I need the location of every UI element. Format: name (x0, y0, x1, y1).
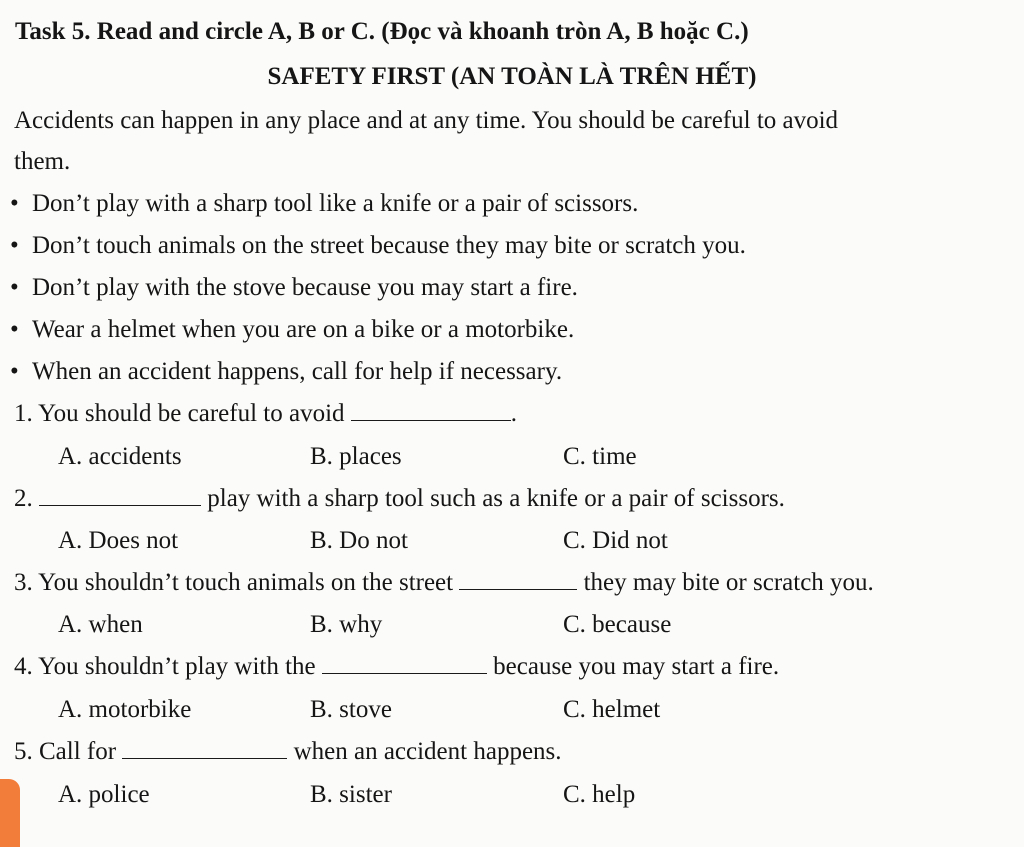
option-c[interactable]: C. helmet (563, 696, 661, 723)
option-b[interactable]: B. Do not (310, 527, 408, 554)
question-2-options (58, 527, 998, 557)
question-1 (14, 400, 517, 428)
passage-paragraph-line-2: them. (14, 148, 71, 175)
question-3-options (58, 611, 998, 641)
option-c[interactable]: C. Did not (563, 527, 668, 554)
option-a[interactable]: A. when (58, 611, 143, 638)
question-4 (14, 653, 779, 681)
passage-bullet-1 (10, 190, 638, 218)
answer-blank[interactable] (322, 653, 487, 674)
bullet-text: Don’t play with a sharp tool like a knife or a pair of scissors. (32, 190, 639, 217)
option-b[interactable]: B. sister (310, 781, 392, 808)
question-text-after: when an accident happens. (287, 738, 562, 765)
bullet-dot: • (10, 190, 19, 217)
passage-bullet-2 (10, 232, 746, 260)
question-text-before: 4. You shouldn’t play with the (14, 653, 322, 680)
orange-corner-tab (0, 779, 20, 847)
question-text-before: 2. (14, 485, 39, 512)
passage-bullet-5 (10, 358, 562, 386)
option-a[interactable]: A. police (58, 781, 150, 808)
question-text-after: because you may start a fire. (486, 653, 780, 680)
question-5 (14, 738, 562, 766)
passage-bullet-4 (10, 316, 574, 344)
bullet-text: Wear a helmet when you are on a bike or a motorbike. (32, 316, 575, 343)
bullet-dot: • (10, 358, 19, 385)
bullet-text: When an accident happens, call for help if necessary. (32, 358, 563, 385)
bullet-text: Don’t play with the stove because you may start a fire. (32, 274, 578, 301)
task-title: Task 5. Read and circle A, B or C. (Đọc và khoanh tròn A, B hoặc C.) (15, 18, 749, 45)
bullet-dot: • (10, 274, 19, 301)
question-text-after: play with a sharp tool such as a knife or a pair of scissors. (201, 485, 785, 512)
question-3 (14, 569, 874, 597)
option-b[interactable]: B. places (310, 443, 402, 470)
passage-bullet-3 (10, 274, 578, 302)
answer-blank[interactable] (351, 400, 511, 421)
option-c[interactable]: C. because (563, 611, 672, 638)
answer-blank[interactable] (459, 569, 577, 590)
option-a[interactable]: A. Does not (58, 527, 179, 554)
question-text-before: 5. Call for (14, 738, 123, 765)
answer-blank[interactable] (122, 738, 287, 759)
question-text-before: 1. You should be careful to avoid (14, 400, 351, 427)
answer-blank[interactable] (39, 485, 201, 506)
question-text-after: . (510, 400, 518, 427)
question-text-after: they may bite or scratch you. (577, 569, 874, 596)
bullet-dot: • (10, 232, 19, 259)
question-text-before: 3. You shouldn’t touch animals on the street (14, 569, 460, 596)
bullet-text: Don’t touch animals on the street because they may bite or scratch you. (32, 232, 746, 259)
option-b[interactable]: B. stove (310, 696, 392, 723)
passage-title: SAFETY FIRST (AN TOÀN LÀ TRÊN HẾT) (267, 63, 757, 90)
option-c[interactable]: C. help (563, 781, 636, 808)
passage-paragraph-line-1: Accidents can happen in any place and at any time. You should be careful to avoid (14, 107, 839, 134)
option-a[interactable]: A. accidents (58, 443, 182, 470)
question-1-options (58, 443, 998, 473)
question-4-options (58, 696, 998, 726)
question-2 (14, 485, 785, 513)
option-c[interactable]: C. time (563, 443, 637, 470)
bullet-dot: • (10, 316, 19, 343)
option-b[interactable]: B. why (310, 611, 383, 638)
question-5-options (58, 781, 998, 811)
option-a[interactable]: A. motorbike (58, 696, 192, 723)
